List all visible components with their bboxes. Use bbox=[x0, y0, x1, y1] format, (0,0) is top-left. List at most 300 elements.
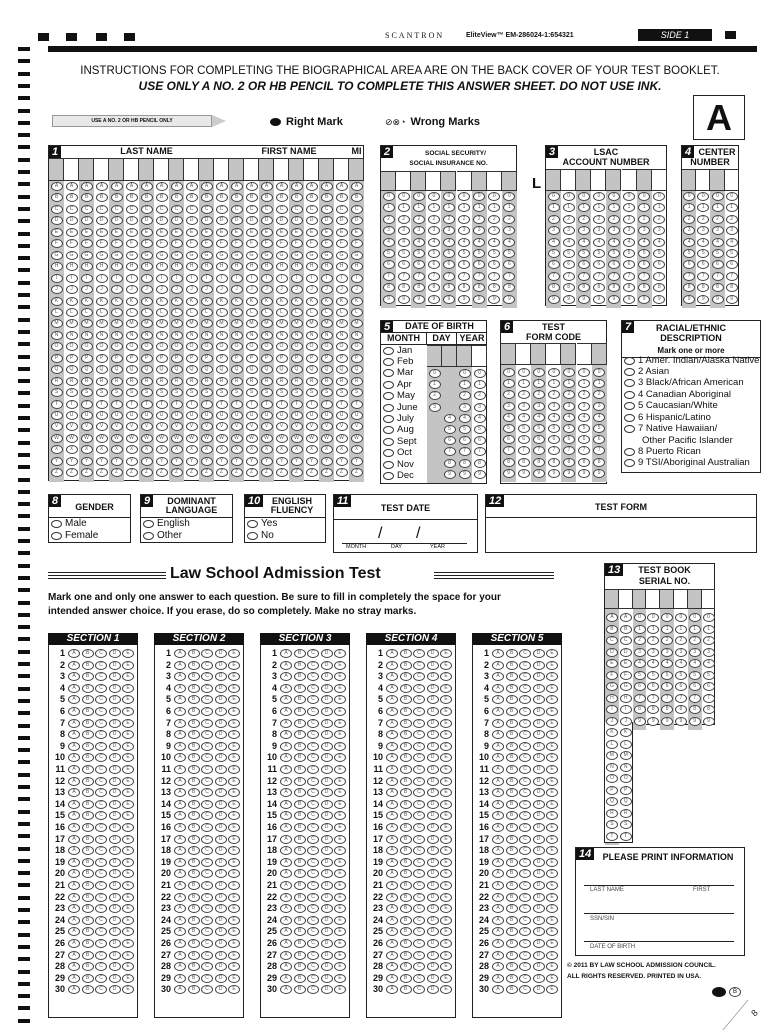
answer-bubble-b[interactable]: B bbox=[188, 985, 200, 994]
bubble-p[interactable]: P bbox=[276, 354, 288, 363]
bubble-7[interactable]: 7 bbox=[689, 694, 701, 703]
answer-bubble-b[interactable]: B bbox=[506, 939, 518, 948]
bubble-z[interactable]: Z bbox=[66, 468, 78, 477]
bubble-x[interactable]: X bbox=[81, 445, 93, 454]
bubble-b[interactable]: B bbox=[111, 193, 123, 202]
bubble-s[interactable]: S bbox=[291, 388, 303, 397]
answer-bubble-e[interactable]: E bbox=[546, 893, 558, 902]
answer-bubble-c[interactable]: C bbox=[95, 985, 107, 994]
answer-bubble-b[interactable]: B bbox=[188, 661, 200, 670]
answer-bubble-d[interactable]: D bbox=[533, 719, 545, 728]
answer-bubble-d[interactable]: D bbox=[109, 916, 121, 925]
answer-bubble-e[interactable]: E bbox=[546, 869, 558, 878]
bubble-9[interactable]: 9 bbox=[712, 295, 724, 304]
bubble-3[interactable]: 3 bbox=[683, 226, 695, 235]
bubble-2[interactable]: 2 bbox=[429, 391, 441, 400]
answer-bubble-a[interactable]: A bbox=[174, 672, 186, 681]
answer-bubble-b[interactable]: B bbox=[400, 800, 412, 809]
answer-bubble-e[interactable]: E bbox=[440, 916, 452, 925]
bubble-4[interactable]: 4 bbox=[638, 238, 650, 247]
month-option-jan[interactable] bbox=[383, 345, 418, 356]
bubble-3[interactable]: 3 bbox=[697, 226, 709, 235]
answer-bubble-d[interactable]: D bbox=[321, 742, 333, 751]
bubble-6[interactable]: 6 bbox=[578, 260, 590, 269]
bubble-u[interactable]: U bbox=[126, 411, 138, 420]
answer-bubble-d[interactable]: D bbox=[427, 811, 439, 820]
bubble-c[interactable]: C bbox=[246, 205, 258, 214]
bubble-8[interactable]: 8 bbox=[488, 283, 500, 292]
bubble-a[interactable]: A bbox=[216, 182, 228, 191]
bubble-4[interactable]: 4 bbox=[563, 238, 575, 247]
answer-bubble-e[interactable]: E bbox=[440, 753, 452, 762]
bubble-4[interactable]: 4 bbox=[518, 413, 530, 422]
bubble-f[interactable]: F bbox=[620, 671, 632, 680]
bubble-3[interactable]: 3 bbox=[608, 226, 620, 235]
bubble-h[interactable]: H bbox=[276, 262, 288, 271]
radio-bubble[interactable] bbox=[383, 381, 394, 389]
answer-bubble-e[interactable]: E bbox=[228, 985, 240, 994]
bubble-a[interactable]: A bbox=[306, 182, 318, 191]
bubble-9[interactable]: 9 bbox=[578, 469, 590, 478]
race-option[interactable] bbox=[624, 366, 759, 377]
bubble-o[interactable]: O bbox=[336, 342, 348, 351]
write-in-box[interactable] bbox=[606, 169, 621, 191]
answer-bubble-e[interactable]: E bbox=[228, 904, 240, 913]
answer-bubble-b[interactable]: B bbox=[82, 881, 94, 890]
answer-bubble-e[interactable]: E bbox=[122, 951, 134, 960]
bubble-7[interactable]: 7 bbox=[474, 447, 486, 456]
bubble-a[interactable]: A bbox=[246, 182, 258, 191]
bubble-c[interactable]: C bbox=[96, 205, 108, 214]
bubble-k[interactable]: K bbox=[126, 297, 138, 306]
bubble-j[interactable]: J bbox=[306, 285, 318, 294]
bubble-l[interactable]: L bbox=[201, 308, 213, 317]
bubble-o[interactable]: O bbox=[276, 342, 288, 351]
bubble-i[interactable]: I bbox=[111, 274, 123, 283]
answer-bubble-e[interactable]: E bbox=[440, 684, 452, 693]
bubble-h[interactable]: H bbox=[306, 262, 318, 271]
bubble-y[interactable]: Y bbox=[111, 457, 123, 466]
bubble-b[interactable]: B bbox=[246, 193, 258, 202]
answer-bubble-c[interactable]: C bbox=[201, 846, 213, 855]
answer-bubble-c[interactable]: C bbox=[95, 927, 107, 936]
bubble-1[interactable]: 1 bbox=[548, 379, 560, 388]
answer-bubble-b[interactable]: B bbox=[294, 962, 306, 971]
bubble-e[interactable]: E bbox=[126, 228, 138, 237]
answer-bubble-c[interactable]: C bbox=[95, 835, 107, 844]
answer-bubble-a[interactable]: A bbox=[68, 719, 80, 728]
answer-bubble-a[interactable]: A bbox=[492, 823, 504, 832]
bubble-v[interactable]: V bbox=[81, 422, 93, 431]
bubble-p[interactable]: P bbox=[620, 786, 632, 795]
radio-bubble[interactable] bbox=[383, 472, 394, 480]
bubble-a[interactable]: A bbox=[231, 182, 243, 191]
answer-bubble-b[interactable]: B bbox=[294, 672, 306, 681]
answer-bubble-b[interactable]: B bbox=[400, 985, 412, 994]
answer-bubble-b[interactable]: B bbox=[294, 881, 306, 890]
bubble-w[interactable]: W bbox=[276, 434, 288, 443]
answer-bubble-b[interactable]: B bbox=[506, 823, 518, 832]
bubble-1[interactable]: 1 bbox=[593, 203, 605, 212]
answer-bubble-d[interactable]: D bbox=[215, 742, 227, 751]
answer-bubble-c[interactable]: C bbox=[307, 985, 319, 994]
bubble-s[interactable]: S bbox=[606, 820, 618, 829]
answer-bubble-b[interactable]: B bbox=[506, 695, 518, 704]
bubble-q[interactable]: Q bbox=[321, 365, 333, 374]
answer-bubble-d[interactable]: D bbox=[533, 649, 545, 658]
answer-bubble-e[interactable]: E bbox=[334, 672, 346, 681]
answer-bubble-e[interactable]: E bbox=[334, 765, 346, 774]
bubble-z[interactable]: Z bbox=[81, 468, 93, 477]
bubble-k[interactable]: K bbox=[171, 297, 183, 306]
bubble-e[interactable]: E bbox=[171, 228, 183, 237]
answer-bubble-b[interactable]: B bbox=[294, 788, 306, 797]
bubble-5[interactable]: 5 bbox=[459, 425, 471, 434]
bubble-4[interactable]: 4 bbox=[458, 238, 470, 247]
bubble-d[interactable]: D bbox=[96, 216, 108, 225]
radio-bubble[interactable] bbox=[51, 520, 62, 528]
answer-bubble-c[interactable]: C bbox=[413, 916, 425, 925]
bubble-b[interactable]: B bbox=[336, 193, 348, 202]
answer-bubble-b[interactable]: B bbox=[82, 927, 94, 936]
bubble-6[interactable]: 6 bbox=[563, 260, 575, 269]
bubble-5[interactable]: 5 bbox=[533, 424, 545, 433]
bubble-s[interactable]: S bbox=[216, 388, 228, 397]
bubble-2[interactable]: 2 bbox=[653, 215, 665, 224]
answer-bubble-e[interactable]: E bbox=[546, 684, 558, 693]
bubble-o[interactable]: O bbox=[306, 342, 318, 351]
answer-bubble-c[interactable]: C bbox=[519, 672, 531, 681]
answer-bubble-a[interactable]: A bbox=[492, 730, 504, 739]
answer-bubble-d[interactable]: D bbox=[427, 661, 439, 670]
answer-bubble-e[interactable]: E bbox=[122, 823, 134, 832]
bubble-1[interactable]: 1 bbox=[563, 379, 575, 388]
bubble-s[interactable]: S bbox=[306, 388, 318, 397]
bubble-c[interactable]: C bbox=[141, 205, 153, 214]
bubble-g[interactable]: G bbox=[171, 251, 183, 260]
answer-bubble-b[interactable]: B bbox=[294, 765, 306, 774]
bubble-3[interactable]: 3 bbox=[458, 226, 470, 235]
bubble-0[interactable]: 0 bbox=[488, 192, 500, 201]
bubble-q[interactable]: Q bbox=[606, 797, 618, 806]
bubble-w[interactable]: W bbox=[216, 434, 228, 443]
bubble-a[interactable]: A bbox=[291, 182, 303, 191]
answer-bubble-b[interactable]: B bbox=[188, 672, 200, 681]
bubble-k[interactable]: K bbox=[620, 728, 632, 737]
answer-bubble-d[interactable]: D bbox=[533, 962, 545, 971]
answer-bubble-b[interactable]: B bbox=[400, 811, 412, 820]
bubble-4[interactable]: 4 bbox=[444, 414, 456, 423]
answer-bubble-c[interactable]: C bbox=[519, 742, 531, 751]
bubble-l[interactable]: L bbox=[216, 308, 228, 317]
bubble-3[interactable]: 3 bbox=[634, 648, 646, 657]
bubble-7[interactable]: 7 bbox=[503, 446, 515, 455]
bubble-m[interactable]: M bbox=[141, 319, 153, 328]
bubble-i[interactable]: I bbox=[171, 274, 183, 283]
answer-bubble-c[interactable]: C bbox=[307, 927, 319, 936]
answer-bubble-d[interactable]: D bbox=[533, 765, 545, 774]
answer-bubble-b[interactable]: B bbox=[506, 777, 518, 786]
answer-bubble-b[interactable]: B bbox=[188, 939, 200, 948]
bubble-l[interactable]: L bbox=[186, 308, 198, 317]
bubble-a[interactable]: A bbox=[156, 182, 168, 191]
bubble-b[interactable]: B bbox=[261, 193, 273, 202]
bubble-9[interactable]: 9 bbox=[593, 295, 605, 304]
bubble-z[interactable]: Z bbox=[336, 468, 348, 477]
bubble-p[interactable]: P bbox=[171, 354, 183, 363]
answer-bubble-a[interactable]: A bbox=[174, 765, 186, 774]
bubble-7[interactable]: 7 bbox=[675, 694, 687, 703]
write-in-box[interactable] bbox=[576, 169, 591, 191]
race-option[interactable] bbox=[624, 458, 759, 469]
answer-bubble-e[interactable]: E bbox=[122, 788, 134, 797]
bubble-n[interactable]: N bbox=[186, 331, 198, 340]
answer-bubble-b[interactable]: B bbox=[400, 939, 412, 948]
bubble-6[interactable]: 6 bbox=[653, 260, 665, 269]
bubble-8[interactable]: 8 bbox=[661, 705, 673, 714]
bubble-9[interactable]: 9 bbox=[473, 295, 485, 304]
answer-bubble-a[interactable]: A bbox=[386, 916, 398, 925]
bubble-0[interactable]: 0 bbox=[593, 192, 605, 201]
month-option-apr[interactable] bbox=[383, 379, 418, 390]
bubble-9[interactable]: 9 bbox=[726, 295, 738, 304]
bubble-y[interactable]: Y bbox=[141, 457, 153, 466]
race-option[interactable] bbox=[624, 423, 759, 434]
answer-bubble-e[interactable]: E bbox=[228, 788, 240, 797]
fluency-no-option[interactable] bbox=[247, 530, 325, 542]
bubble-5[interactable]: 5 bbox=[548, 249, 560, 258]
answer-bubble-a[interactable]: A bbox=[386, 719, 398, 728]
bubble-v[interactable]: V bbox=[171, 422, 183, 431]
answer-bubble-d[interactable]: D bbox=[321, 777, 333, 786]
answer-bubble-a[interactable]: A bbox=[280, 684, 292, 693]
answer-bubble-d[interactable]: D bbox=[533, 869, 545, 878]
write-in-box[interactable] bbox=[396, 171, 411, 191]
answer-bubble-e[interactable]: E bbox=[334, 974, 346, 983]
answer-bubble-e[interactable]: E bbox=[546, 835, 558, 844]
checkbox-bubble[interactable] bbox=[624, 414, 635, 422]
bubble-q[interactable]: Q bbox=[261, 365, 273, 374]
bubble-l[interactable]: L bbox=[126, 308, 138, 317]
answer-bubble-e[interactable]: E bbox=[122, 649, 134, 658]
bubble-e[interactable]: E bbox=[186, 228, 198, 237]
answer-bubble-b[interactable]: B bbox=[400, 684, 412, 693]
answer-bubble-a[interactable]: A bbox=[68, 742, 80, 751]
answer-bubble-d[interactable]: D bbox=[109, 811, 121, 820]
bubble-0[interactable]: 0 bbox=[443, 192, 455, 201]
answer-bubble-e[interactable]: E bbox=[122, 904, 134, 913]
bubble-1[interactable]: 1 bbox=[443, 203, 455, 212]
bubble-r[interactable]: R bbox=[216, 377, 228, 386]
bubble-f[interactable]: F bbox=[186, 239, 198, 248]
bubble-y[interactable]: Y bbox=[96, 457, 108, 466]
bubble-t[interactable]: T bbox=[306, 400, 318, 409]
bubble-7[interactable]: 7 bbox=[458, 272, 470, 281]
answer-bubble-b[interactable]: B bbox=[400, 672, 412, 681]
answer-bubble-c[interactable]: C bbox=[413, 846, 425, 855]
bubble-6[interactable]: 6 bbox=[608, 260, 620, 269]
bubble-i[interactable]: I bbox=[261, 274, 273, 283]
radio-bubble[interactable] bbox=[383, 369, 394, 377]
answer-bubble-d[interactable]: D bbox=[215, 951, 227, 960]
bubble-x[interactable]: X bbox=[126, 445, 138, 454]
write-in-box[interactable] bbox=[49, 158, 64, 181]
answer-bubble-d[interactable]: D bbox=[109, 788, 121, 797]
answer-bubble-e[interactable]: E bbox=[334, 846, 346, 855]
answer-bubble-e[interactable]: E bbox=[440, 846, 452, 855]
bubble-g[interactable]: G bbox=[291, 251, 303, 260]
race-option[interactable] bbox=[624, 378, 759, 389]
write-in-box[interactable] bbox=[682, 169, 696, 191]
answer-bubble-b[interactable]: B bbox=[400, 707, 412, 716]
answer-bubble-c[interactable]: C bbox=[519, 788, 531, 797]
answer-bubble-e[interactable]: E bbox=[122, 835, 134, 844]
answer-bubble-d[interactable]: D bbox=[215, 985, 227, 994]
answer-bubble-d[interactable]: D bbox=[321, 800, 333, 809]
answer-bubble-e[interactable]: E bbox=[228, 707, 240, 716]
answer-bubble-b[interactable]: B bbox=[188, 695, 200, 704]
answer-bubble-c[interactable]: C bbox=[95, 765, 107, 774]
bubble-w[interactable]: W bbox=[141, 434, 153, 443]
bubble-3[interactable]: 3 bbox=[459, 403, 471, 412]
bubble-8[interactable]: 8 bbox=[548, 458, 560, 467]
answer-bubble-e[interactable]: E bbox=[440, 788, 452, 797]
bubble-0[interactable]: 0 bbox=[689, 613, 701, 622]
bubble-g[interactable]: G bbox=[246, 251, 258, 260]
answer-bubble-d[interactable]: D bbox=[321, 672, 333, 681]
answer-bubble-c[interactable]: C bbox=[519, 835, 531, 844]
bubble-5[interactable]: 5 bbox=[413, 249, 425, 258]
answer-bubble-a[interactable]: A bbox=[280, 927, 292, 936]
answer-bubble-a[interactable]: A bbox=[68, 974, 80, 983]
answer-bubble-d[interactable]: D bbox=[427, 707, 439, 716]
write-in-box[interactable] bbox=[64, 158, 79, 181]
answer-bubble-b[interactable]: B bbox=[82, 788, 94, 797]
bubble-a[interactable]: A bbox=[321, 182, 333, 191]
bubble-8[interactable]: 8 bbox=[593, 458, 605, 467]
write-in-box[interactable] bbox=[457, 345, 472, 367]
bubble-f[interactable]: F bbox=[141, 239, 153, 248]
write-in-box[interactable] bbox=[605, 589, 619, 609]
answer-bubble-c[interactable]: C bbox=[201, 835, 213, 844]
answer-bubble-d[interactable]: D bbox=[215, 881, 227, 890]
bubble-r[interactable]: R bbox=[201, 377, 213, 386]
answer-bubble-c[interactable]: C bbox=[201, 869, 213, 878]
bubble-f[interactable]: F bbox=[321, 239, 333, 248]
answer-bubble-b[interactable]: B bbox=[506, 916, 518, 925]
bubble-2[interactable]: 2 bbox=[661, 636, 673, 645]
answer-bubble-b[interactable]: B bbox=[400, 661, 412, 670]
bubble-2[interactable]: 2 bbox=[428, 215, 440, 224]
bubble-e[interactable]: E bbox=[321, 228, 333, 237]
write-in-box[interactable] bbox=[349, 158, 364, 181]
answer-bubble-d[interactable]: D bbox=[215, 719, 227, 728]
bubble-m[interactable]: M bbox=[51, 319, 63, 328]
answer-bubble-b[interactable]: B bbox=[188, 904, 200, 913]
bubble-4[interactable]: 4 bbox=[428, 238, 440, 247]
bubble-o[interactable]: O bbox=[351, 342, 363, 351]
bubble-j[interactable]: J bbox=[141, 285, 153, 294]
bubble-3[interactable]: 3 bbox=[726, 226, 738, 235]
bubble-j[interactable]: J bbox=[246, 285, 258, 294]
bubble-1[interactable]: 1 bbox=[675, 625, 687, 634]
bubble-u[interactable]: U bbox=[81, 411, 93, 420]
answer-bubble-a[interactable]: A bbox=[174, 719, 186, 728]
answer-bubble-d[interactable]: D bbox=[321, 881, 333, 890]
bubble-h[interactable]: H bbox=[51, 262, 63, 271]
bubble-n[interactable]: N bbox=[156, 331, 168, 340]
answer-bubble-e[interactable]: E bbox=[334, 893, 346, 902]
answer-bubble-c[interactable]: C bbox=[519, 707, 531, 716]
bubble-1[interactable]: 1 bbox=[712, 203, 724, 212]
bubble-s[interactable]: S bbox=[126, 388, 138, 397]
bubble-1[interactable]: 1 bbox=[726, 203, 738, 212]
bubble-2[interactable]: 2 bbox=[634, 636, 646, 645]
bubble-8[interactable]: 8 bbox=[443, 283, 455, 292]
answer-bubble-b[interactable]: B bbox=[188, 800, 200, 809]
bubble-n[interactable]: N bbox=[66, 331, 78, 340]
answer-bubble-a[interactable]: A bbox=[386, 939, 398, 948]
bubble-6[interactable]: 6 bbox=[593, 260, 605, 269]
answer-bubble-e[interactable]: E bbox=[122, 927, 134, 936]
answer-bubble-d[interactable]: D bbox=[321, 962, 333, 971]
bubble-9[interactable]: 9 bbox=[683, 295, 695, 304]
bubble-4[interactable]: 4 bbox=[578, 413, 590, 422]
bubble-5[interactable]: 5 bbox=[563, 424, 575, 433]
answer-bubble-e[interactable]: E bbox=[228, 765, 240, 774]
answer-bubble-e[interactable]: E bbox=[228, 649, 240, 658]
bubble-0[interactable]: 0 bbox=[548, 192, 560, 201]
answer-bubble-c[interactable]: C bbox=[95, 788, 107, 797]
bubble-3[interactable]: 3 bbox=[675, 648, 687, 657]
bubble-l[interactable]: L bbox=[351, 308, 363, 317]
bubble-v[interactable]: V bbox=[66, 422, 78, 431]
bubble-n[interactable]: N bbox=[216, 331, 228, 340]
write-in-box[interactable] bbox=[633, 589, 647, 609]
bubble-o[interactable]: O bbox=[216, 342, 228, 351]
bubble-8[interactable]: 8 bbox=[563, 283, 575, 292]
bubble-p[interactable]: P bbox=[351, 354, 363, 363]
bubble-5[interactable]: 5 bbox=[503, 424, 515, 433]
answer-bubble-d[interactable]: D bbox=[109, 904, 121, 913]
bubble-t[interactable]: T bbox=[231, 400, 243, 409]
answer-bubble-a[interactable]: A bbox=[174, 730, 186, 739]
answer-bubble-a[interactable]: A bbox=[492, 835, 504, 844]
answer-bubble-c[interactable]: C bbox=[413, 985, 425, 994]
answer-bubble-c[interactable]: C bbox=[95, 823, 107, 832]
bubble-z[interactable]: Z bbox=[261, 468, 273, 477]
bubble-1[interactable]: 1 bbox=[459, 380, 471, 389]
bubble-0[interactable]: 0 bbox=[413, 192, 425, 201]
answer-bubble-b[interactable]: B bbox=[82, 835, 94, 844]
answer-bubble-a[interactable]: A bbox=[68, 916, 80, 925]
bubble-u[interactable]: U bbox=[171, 411, 183, 420]
bubble-m[interactable]: M bbox=[291, 319, 303, 328]
bubble-g[interactable]: G bbox=[276, 251, 288, 260]
answer-bubble-a[interactable]: A bbox=[280, 777, 292, 786]
bubble-j[interactable]: J bbox=[620, 717, 632, 726]
answer-bubble-d[interactable]: D bbox=[533, 916, 545, 925]
bubble-8[interactable]: 8 bbox=[458, 283, 470, 292]
bubble-a[interactable]: A bbox=[171, 182, 183, 191]
answer-bubble-b[interactable]: B bbox=[82, 846, 94, 855]
bubble-i[interactable]: I bbox=[186, 274, 198, 283]
bubble-w[interactable]: W bbox=[111, 434, 123, 443]
answer-bubble-b[interactable]: B bbox=[294, 707, 306, 716]
bubble-k[interactable]: K bbox=[186, 297, 198, 306]
bubble-x[interactable]: X bbox=[351, 445, 363, 454]
month-option-feb[interactable] bbox=[383, 356, 418, 367]
